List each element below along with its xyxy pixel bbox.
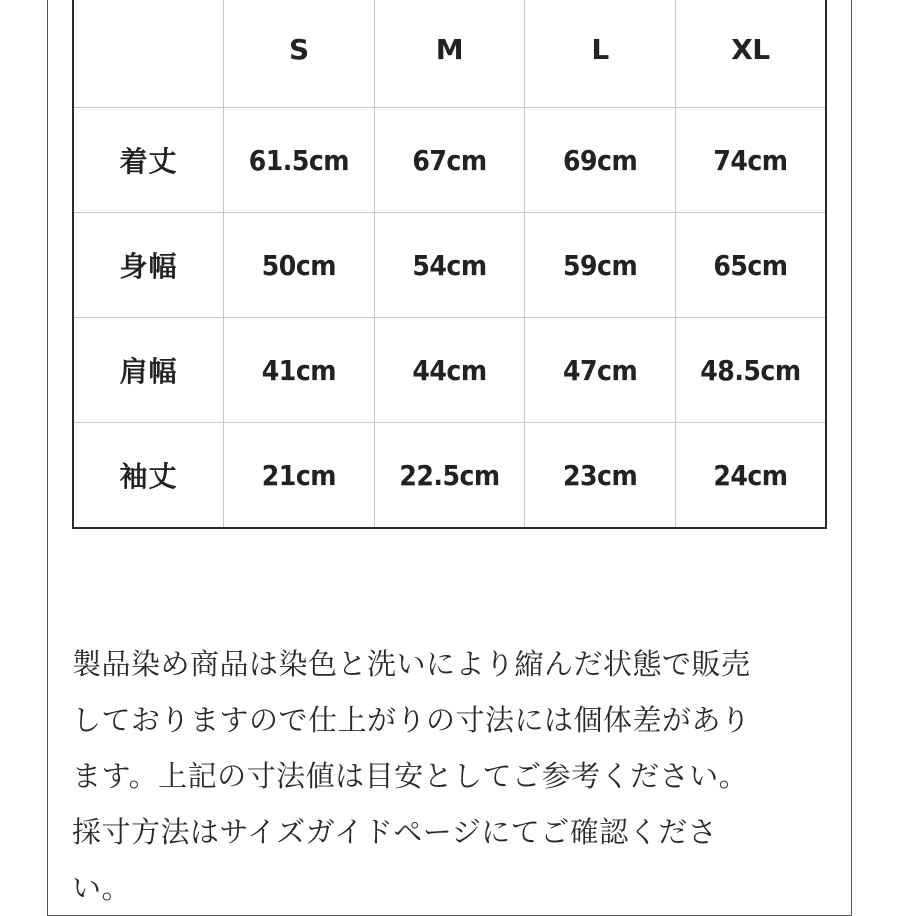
cell-sleeve-length-s: 21cm bbox=[224, 423, 375, 529]
table-row-shoulder-width bbox=[73, 318, 826, 423]
cell-shoulder-width-l: 47cm bbox=[525, 318, 676, 423]
note-line: い。 bbox=[72, 871, 132, 905]
header-cell-size-m: M bbox=[374, 0, 525, 108]
header-cell-size-l: L bbox=[525, 0, 676, 108]
table-row-body-width bbox=[73, 213, 826, 318]
cell-sleeve-length-l: 23cm bbox=[525, 423, 676, 529]
table-row-sleeve-length bbox=[73, 423, 826, 529]
row-label-body-width: 身幅 bbox=[73, 213, 224, 318]
cell-body-width-xl: 65cm bbox=[675, 213, 826, 318]
table-row-length bbox=[73, 108, 826, 213]
cell-body-width-s: 50cm bbox=[224, 213, 375, 318]
header-cell-empty bbox=[73, 0, 224, 108]
cell-length-s: 61.5cm bbox=[224, 108, 375, 213]
cell-shoulder-width-m: 44cm bbox=[374, 318, 525, 423]
cell-shoulder-width-xl: 48.5cm bbox=[675, 318, 826, 423]
cell-length-m: 67cm bbox=[374, 108, 525, 213]
cell-body-width-l: 59cm bbox=[525, 213, 676, 318]
note-line: 製品染め商品は染色と洗いにより縮んだ状態で販売 bbox=[72, 647, 751, 681]
header-cell-size-s: S bbox=[224, 0, 375, 108]
header-cell-size-xl: XL bbox=[675, 0, 826, 108]
cell-length-xl: 74cm bbox=[675, 108, 826, 213]
cell-sleeve-length-m: 22.5cm bbox=[374, 423, 525, 529]
cell-body-width-m: 54cm bbox=[374, 213, 525, 318]
note-line: しておりますので仕上がりの寸法には個体差があり bbox=[72, 703, 751, 737]
size-chart-table bbox=[72, 0, 827, 529]
cell-sleeve-length-xl: 24cm bbox=[675, 423, 826, 529]
row-label-shoulder-width: 肩幅 bbox=[73, 318, 224, 423]
note-line: 採寸方法はサイズガイドページにてご確認くださ bbox=[72, 815, 718, 849]
cell-length-l: 69cm bbox=[525, 108, 676, 213]
row-label-sleeve-length: 袖丈 bbox=[73, 423, 224, 529]
cell-shoulder-width-s: 41cm bbox=[224, 318, 375, 423]
note-line: ます。上記の寸法値は目安としてご参考ください。 bbox=[72, 759, 749, 793]
row-label-length: 着丈 bbox=[73, 108, 224, 213]
table-header-row bbox=[73, 0, 826, 108]
size-notes bbox=[72, 636, 832, 916]
